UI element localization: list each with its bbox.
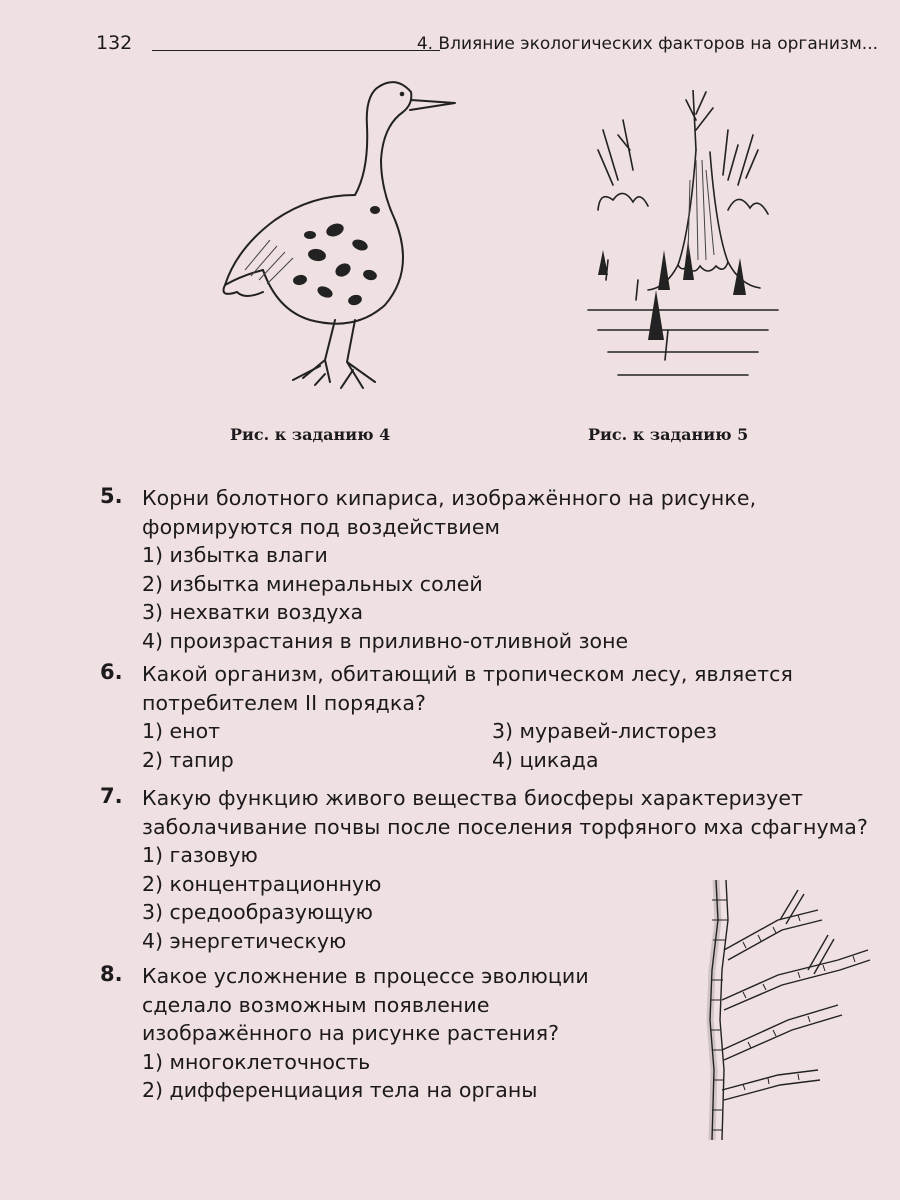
question-5 <box>92 484 882 655</box>
option-1: 1) многоклеточность <box>142 1049 371 1074</box>
option-2: 2) тапир <box>142 747 234 772</box>
question-8 <box>92 962 652 1105</box>
option-1: 1) избытка влаги <box>142 543 328 567</box>
option-1: 1) газовую <box>142 843 258 867</box>
question-number: 5. <box>100 484 123 508</box>
question-6 <box>92 660 882 774</box>
question-number: 8. <box>100 962 123 986</box>
option-4: 4) цикада <box>492 747 599 772</box>
option-4: 4) энергетическую <box>142 928 347 953</box>
option-4: 4) произрастания в приливно-отливной зоне <box>142 628 629 653</box>
question-number: 6. <box>100 660 123 684</box>
header-rule <box>152 50 440 51</box>
question-text: Какое усложнение в процессе эволюции сделало возможным появление изображённого на рисунке растения? <box>142 964 589 1045</box>
crane-illustration <box>215 70 460 400</box>
alga-illustration <box>688 880 878 1150</box>
option-2: 2) дифференциация тела на органы <box>142 1078 538 1102</box>
answer-options <box>142 717 882 774</box>
question-text: Какую функцию живого вещества биосферы характеризует заболачивание почвы после поселения торфяного мха сфагнума? <box>142 786 868 839</box>
answer-options <box>142 1048 652 1105</box>
option-1: 1) енот <box>142 719 221 743</box>
question-text: Корни болотного кипариса, изображённого на рисунке, формируются под воздействием <box>142 486 757 539</box>
cypress-illustration <box>578 90 803 400</box>
answer-options <box>142 541 882 655</box>
option-3: 3) муравей-листорез <box>492 719 717 743</box>
page-number: 132 <box>96 32 133 54</box>
option-3: 3) средообразующую <box>142 900 373 924</box>
running-title: 4. Влияние экологических факторов на организм... <box>416 34 878 54</box>
option-2: 2) избытка минеральных солей <box>142 571 483 596</box>
question-number: 7. <box>100 784 123 808</box>
fig5-caption: Рис. к заданию 5 <box>588 425 749 444</box>
option-2: 2) концентрационную <box>142 871 382 896</box>
page-header <box>0 28 900 68</box>
option-3: 3) нехватки воздуха <box>142 600 364 624</box>
fig4-caption: Рис. к заданию 4 <box>230 425 391 444</box>
question-text: Какой организм, обитающий в тропическом лесу, является потребителем II порядка? <box>142 662 793 715</box>
